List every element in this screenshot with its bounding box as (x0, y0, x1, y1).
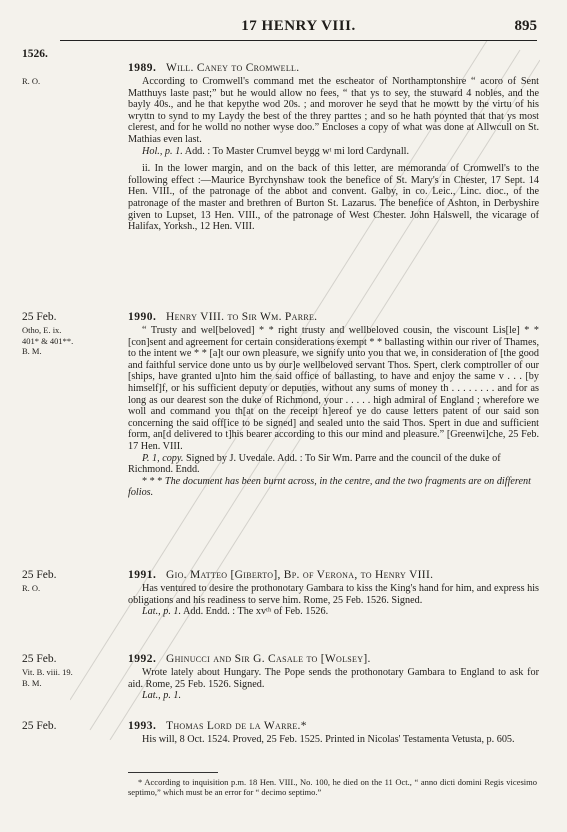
running-title: 17 HENRY VIII. (241, 18, 356, 34)
entry-title: Gio. Matteo [Giberto], Bp. of Verona, to Henry VIII. (166, 569, 434, 581)
source-reference-line: Vit. B. viii. 19. (22, 667, 73, 677)
source-reference: R. O. (22, 76, 41, 86)
source-reference-line: 401* & 401**. (22, 335, 74, 346)
entry-number: 1989. (128, 62, 157, 74)
source-reference (22, 667, 73, 688)
footnote-rule (128, 772, 218, 773)
page-number: 895 (514, 18, 537, 34)
entry-note (128, 476, 539, 499)
entry-number: 1990. (128, 311, 157, 323)
entry-number: 1993. (128, 720, 157, 732)
source-reference-line: B. M. (22, 677, 42, 688)
entry-meta (128, 606, 539, 618)
entry-date: 25 Feb. (22, 653, 57, 665)
meta-label: Lat., p. 1. (142, 690, 182, 702)
entry-meta (128, 146, 539, 158)
entry-body: Wrote lately about Hungary. The Pope sends the prothonotary Gambara to England to ask for aid. Rome, 25 Feb. 1526. Signed. (128, 667, 539, 690)
entry-body: “ Trusty and wel[beloved] * * right trusty and wellbeloved cousin, the viscount Lis[le] * * [con]sent and agreement for certain considerations exempt * * ballasting within our river of Thames, to the intent we * * [a]t our own pleasure, we signify unto you that we, in consideration of [the good and faithful service done unto us by our]e wellbeloved servant Thos. Spert, clerk comptroller of our [ships, have granted u]nto him the said office of ballasting, to have and enjoy the same v . . . [by himself]f, or his sufficient deputy or deputies, without any sums of money th . . . . . . . . and for as long as our dearest son the duke of Richmond, your . . . . . high admiral of England ; wherefore we woll and command you th[at on the receipt h]ereof ye do cause letters patent of our said son concerning the said off[ice to be signed] and sealed unto the said Thos. Spert in due and sufficient form, an[d delivered to t]his bearer according to this our mind and pleasure.” [Greenwi]che, 25 Feb. 17 Hen. VIII. (128, 325, 539, 452)
entry-number: 1991. (128, 569, 157, 581)
meta-label: P. 1, copy. (142, 452, 184, 464)
meta-label: Hol., p. 1. (142, 145, 183, 157)
note-asterisks: * * * (142, 475, 163, 487)
entry-date: 25 Feb. (22, 311, 57, 323)
meta-text: Signed by J. Uvedale. Add. : To Sir Wm. Parre and the council of the duke of Richmond. Endd. (128, 452, 501, 476)
entry-title: Thomas Lord de la Warre.* (166, 720, 307, 732)
entry-subparagraph: ii. In the lower margin, and on the back of this letter, are memoranda of Cromwell's to the following effect :—Maurice Byrchynshaw took the benefice of St. Mary's in Chester, 17 Sept. 14 Hen. VIII., of the patronage of the abbot and convent. Galby, in co. Leic., Linc. dioc., of the patronage of the master and brethren of Burton St. Lazarus. The benefice of Ashton, in Derbyshire given to Lupset, 13 Hen. VIII., of the patronage of West Chester. John Halswell, the vicarage of Halifax, Yorksh., 12 Hen. VIII. (128, 163, 539, 233)
meta-label: Lat., p. 1. (142, 606, 182, 618)
entry-title: Will. Caney to Cromwell. (166, 62, 300, 74)
entry-title: Ghinucci and Sir G. Casale to [Wolsey]. (166, 653, 371, 665)
entry-1992 (22, 653, 539, 702)
entry-meta (128, 453, 539, 476)
entry-body: Has ventured to desire the prothonotary Gambara to kiss the King's hand for him, and express his obligations and his readiness to serve him. Rome, 25 Feb. 1526. Signed. (128, 583, 539, 606)
entry-number: 1992. (128, 653, 157, 665)
footnote: * According to inquisition p.m. 18 Hen. VIII., No. 100, he died on the 11 Oct., “ anno dicti domini Regis vicesimo septimo,” which must be an error for “ decimo septimo.” (128, 777, 537, 797)
entry-date: 25 Feb. (22, 720, 57, 732)
entry-title: Henry VIII. to Sir Wm. Parre. (166, 311, 318, 323)
entry-1989 (22, 62, 539, 233)
source-reference-line: B. M. (22, 346, 42, 356)
entry-body: His will, 8 Oct. 1524. Proved, 25 Feb. 1525. Printed in Nicolas' Testamenta Vetusta, p. 605. (142, 734, 515, 745)
meta-text: Add. : To Master Crumvel beygg wᵗ mi lord Cardynall. (184, 145, 410, 157)
meta-text: Add. Endd. : The xvᵗʰ of Feb. 1526. (183, 606, 329, 618)
entry-1991 (22, 569, 539, 618)
note-text: The document has been burnt across, in the centre, and the two fragments are on different folios. (128, 475, 531, 499)
entry-meta (128, 690, 539, 702)
entry-body: According to Cromwell's command met the escheator of Northamptonshire “ acoro of Sent Matthuys laste past;” but he would allow no fees, “ that ys to sey, the stuward 4 nobles, and the bayly 40s., and he that kepythe wod 20s. ; and morover he seyd that he mowtt by the virtu of his wryttn to synd to my Laydy the best of the threy parttes ; and so he hath poynted that that ys most clerest, and for he wolld no nother wyse doo.” Encloses a copy of what was done at Allwcull on St. Mathias even last. (128, 76, 539, 145)
page-header (60, 18, 537, 41)
entry-1990 (22, 311, 539, 499)
source-reference-line: Otho, E. ix. (22, 325, 62, 335)
entry-date: 25 Feb. (22, 569, 57, 581)
year-mark: 1526. (22, 48, 48, 60)
source-reference: R. O. (22, 583, 41, 593)
entry-1993 (22, 720, 539, 746)
source-reference (22, 325, 73, 357)
